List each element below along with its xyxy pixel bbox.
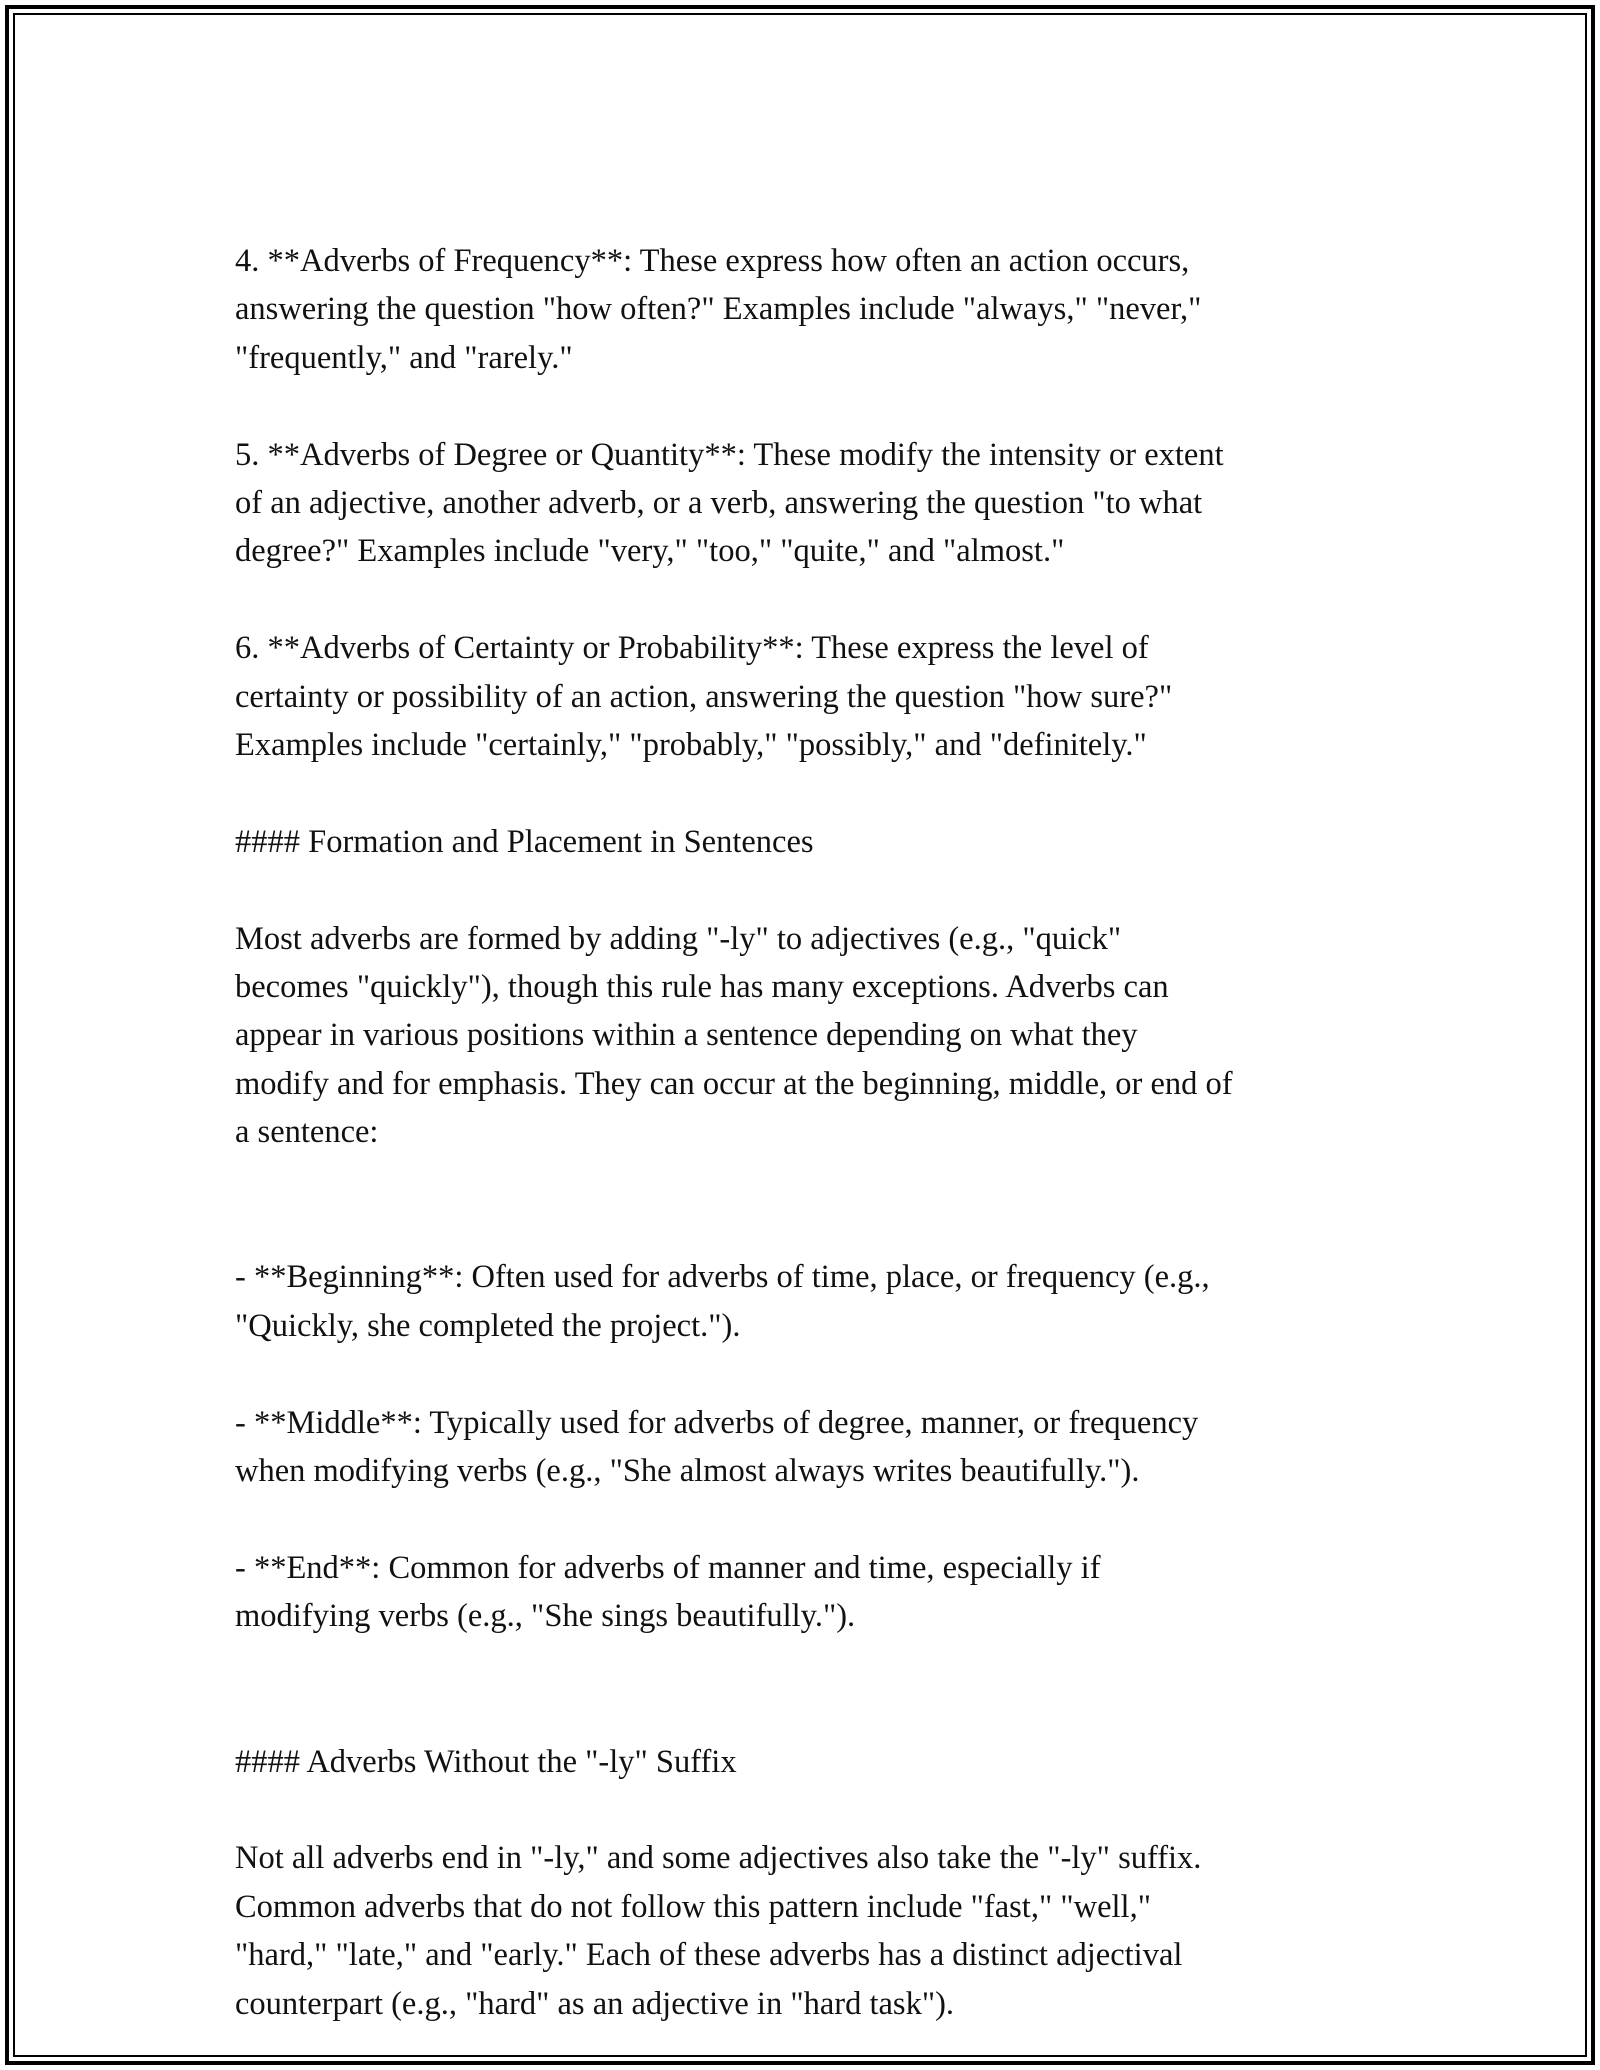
- placement-list: [235, 1205, 1375, 1689]
- paragraph-adverbs-of-certainty: 6. **Adverbs of Certainty or Probability**: These express the level of certainty or possibility of an action, answering the question "how sure?" Examples include "certainly," "probably," "possibly," and "definitely.": [235, 630, 1173, 764]
- paragraph-adverbs-without-ly: Not all adverbs end in "-ly," and some adjectives also take the "-ly" suffix. Common adverbs that do not follow this pattern include "fast," "well," "hard," "late," and "early." Each of these adverbs has a distinct adjectival counterpart (e.g., "hard" as an adjective in "hard task").: [235, 1840, 1202, 2022]
- heading-adverbs-without-ly: #### Adverbs Without the "-ly" Suffix: [235, 1743, 737, 1780]
- document-body: [235, 237, 1375, 2028]
- heading-formation-and-placement: #### Formation and Placement in Sentences: [235, 823, 814, 860]
- paragraph-adverbs-of-degree: 5. **Adverbs of Degree or Quantity**: These modify the intensity or extent of an adjective, another adverb, or a verb, answering the question "to what degree?" Examples include "very," "too," "quite," and "almost.": [235, 436, 1224, 570]
- list-item-middle: - **Middle**: Typically used for adverbs of degree, manner, or frequency when modifying verbs (e.g., "She almost always writes beautifully.").: [235, 1404, 1199, 1490]
- list-item-end: - **End**: Common for adverbs of manner and time, especially if modifying verbs (e.g., "She sings beautifully.").: [235, 1549, 1101, 1635]
- list-item-beginning: - **Beginning**: Often used for adverbs of time, place, or frequency (e.g., "Quickly, she completed the project.").: [235, 1259, 1210, 1344]
- paragraph-adverbs-of-frequency: 4. **Adverbs of Frequency**: These express how often an action occurs, answering the question "how often?" Examples include "always," "never," "frequently," and "rarely.": [235, 243, 1202, 376]
- paragraph-formation: Most adverbs are formed by adding "-ly" to adjectives (e.g., "quick" becomes "quickly"), though this rule has many exceptions. Adverbs can appear in various positions within a sentence depending on what they modify and for emphasis. They can occur at the beginning, middle, or end of a sentence:: [235, 920, 1233, 1151]
